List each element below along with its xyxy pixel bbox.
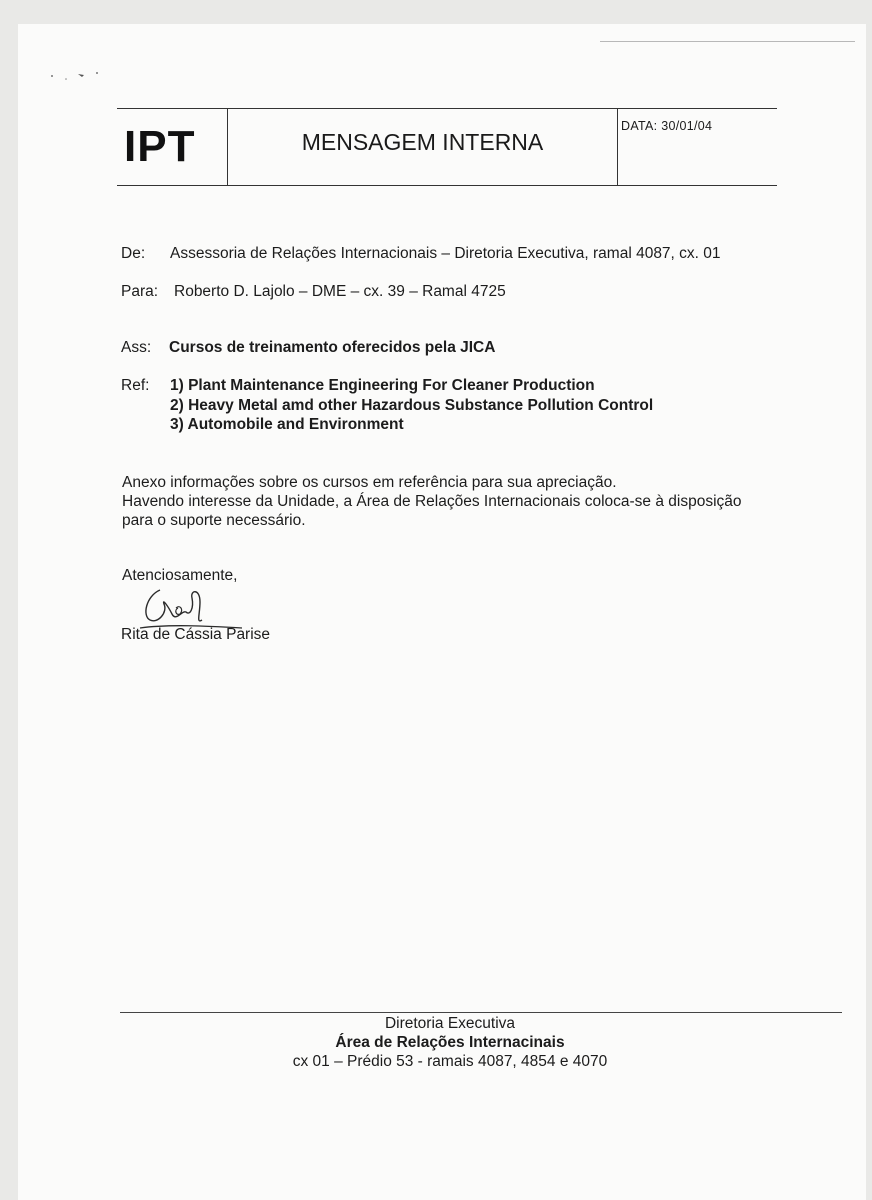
from-label: De: (121, 245, 146, 262)
footer-rule (120, 1012, 842, 1013)
body-line: para o suporte necessário. (122, 512, 306, 529)
body-line: Anexo informações sobre os cursos em referência para sua apreciação. (122, 474, 617, 491)
body-line: Havendo interesse da Unidade, a Área de Relações Internacionais coloca-se à disposição (122, 493, 742, 510)
paper-edge-line (600, 41, 855, 42)
reference-item: 3) Automobile and Environment (170, 416, 404, 433)
reference-item: 2) Heavy Metal amd other Hazardous Substance Pollution Control (170, 397, 654, 414)
header-bottom-rule (117, 185, 777, 186)
subject-value: Cursos de treinamento oferecidos pela JICA (169, 339, 496, 356)
document-title: MENSAGEM INTERNA (301, 129, 544, 155)
document-date: DATA: 30/01/04 (621, 119, 713, 133)
from-value: Assessoria de Relações Internacionais – Diretoria Executiva, ramal 4087, cx. 01 (170, 245, 721, 262)
footer-contact: cx 01 – Prédio 53 - ramais 4087, 4854 e 4070 (292, 1053, 608, 1070)
reference-label: Ref: (121, 377, 150, 394)
subject-label: Ass: (121, 339, 152, 356)
closing-greeting: Atenciosamente, (122, 567, 238, 584)
footer-area: Área de Relações Internacinais (335, 1034, 565, 1051)
ink-specks (48, 68, 108, 82)
header-divider (617, 108, 618, 186)
reference-item: 1) Plant Maintenance Engineering For Cleaner Production (170, 377, 595, 394)
signer-name: Rita de Cássia Parise (121, 626, 271, 643)
header-top-rule (117, 108, 777, 109)
to-label: Para: (121, 283, 159, 300)
footer-department: Diretoria Executiva (384, 1015, 516, 1032)
ipt-logo: IPT (124, 122, 196, 171)
to-value: Roberto D. Lajolo – DME – cx. 39 – Ramal 4725 (174, 283, 506, 300)
